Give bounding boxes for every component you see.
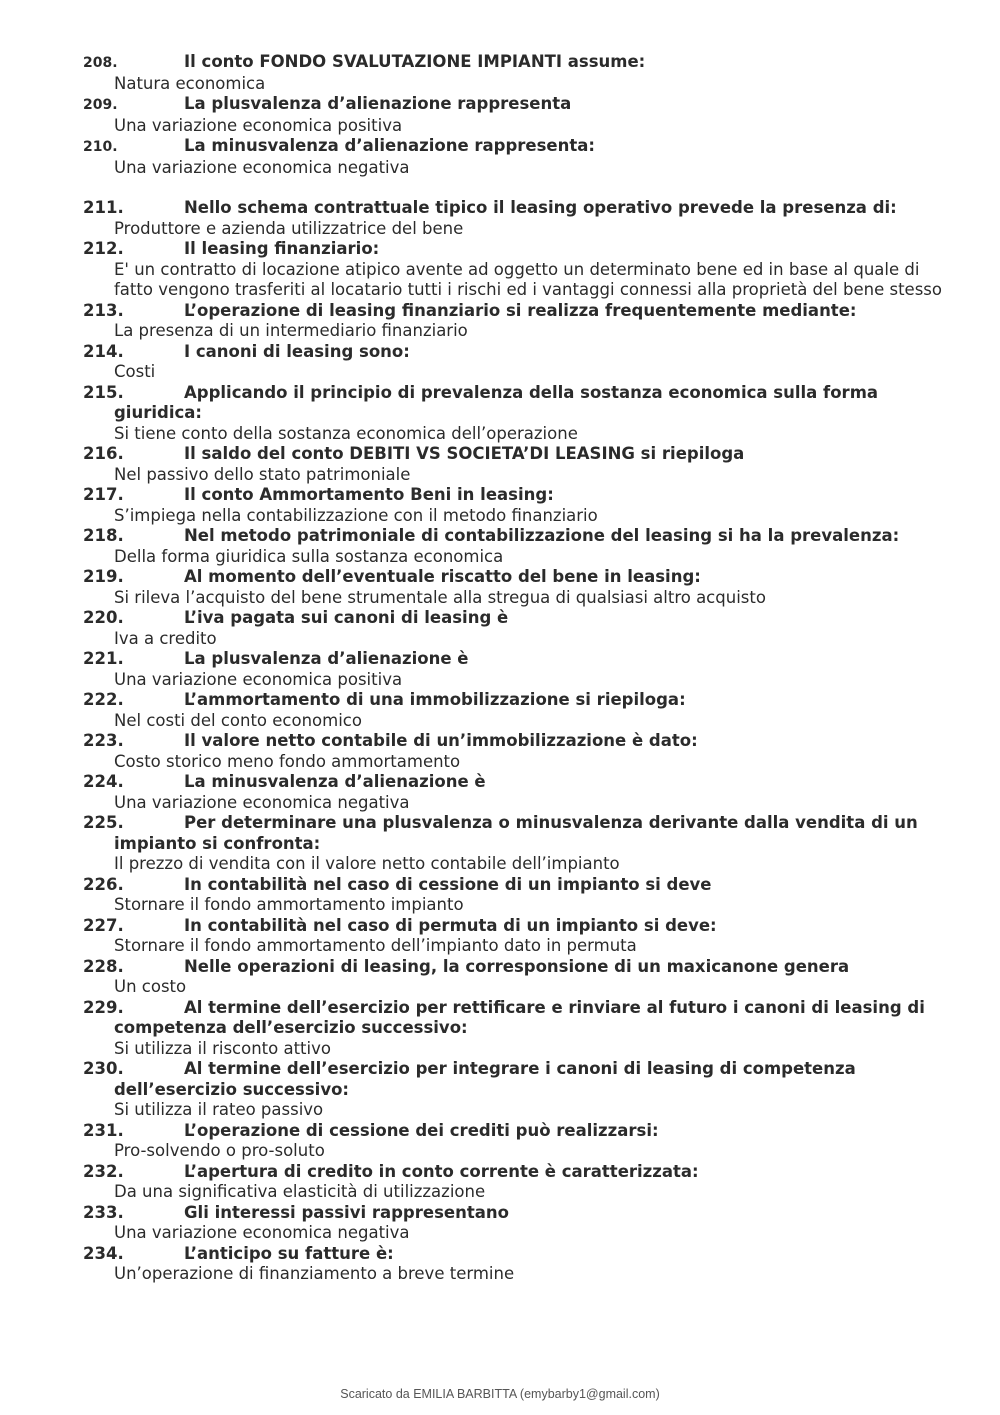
question-item (83, 94, 943, 136)
question-item (83, 1244, 943, 1285)
question-number: 229. (83, 997, 124, 1017)
question-text: Per determinare una plusvalenza o minusvalenza derivante dalla vendita di un impianto si confronta: (114, 813, 918, 853)
question-text: L’apertura di credito in conto corrente è caratterizzata: (184, 1161, 699, 1181)
question-row (83, 444, 943, 465)
question-row (83, 649, 943, 670)
question-number: 217. (83, 485, 124, 504)
answer-text: Stornare il fondo ammortamento dell’impianto dato in permuta (114, 936, 637, 955)
question-text: L’iva pagata sui canoni di leasing è (184, 608, 509, 627)
answer-text: Si tiene conto della sostanza economica dell’operazione (114, 423, 578, 443)
answer-text: Una variazione economica negativa (114, 1223, 410, 1242)
answer-text: Costo storico meno fondo ammortamento (114, 751, 461, 771)
question-item (83, 1059, 943, 1121)
download-footer: Scaricato da EMILIA BARBITTA (emybarby1@gmail.com) (340, 1387, 660, 1401)
question-item (83, 731, 943, 772)
question-text: La minusvalenza d’alienazione è (184, 772, 486, 791)
answer-text: Nel costi del conto economico (114, 710, 362, 730)
answer-text: Produttore e azienda utilizzatrice del bene (114, 218, 464, 238)
question-text: Gli interessi passivi rappresentano (184, 1202, 509, 1222)
question-list (83, 52, 943, 1285)
question-row (83, 772, 943, 793)
answer-text: Da una significativa elasticità di utilizzazione (114, 1182, 486, 1201)
question-number: 214. (83, 341, 124, 361)
question-row (83, 198, 943, 219)
question-item (83, 875, 943, 916)
question-item (83, 239, 943, 301)
answer-text: Una variazione economica positiva (114, 669, 403, 689)
question-item (83, 957, 943, 998)
question-text: Il conto FONDO SVALUTAZIONE IMPIANTI assume: (184, 52, 646, 71)
question-text: L’ammortamento di una immobilizzazione si riepiloga: (184, 690, 686, 709)
question-number: 215. (83, 382, 124, 402)
question-number: 219. (83, 567, 124, 586)
question-row (83, 690, 943, 711)
question-item (83, 649, 943, 690)
question-row (83, 383, 943, 424)
question-row (83, 731, 943, 752)
question-number: 224. (83, 772, 124, 791)
question-text: La plusvalenza d’alienazione rappresenta (184, 94, 572, 113)
question-row (83, 136, 943, 158)
answer-text: Stornare il fondo ammortamento impianto (114, 895, 464, 914)
question-item (83, 342, 943, 383)
question-item (83, 772, 943, 813)
question-row (83, 52, 943, 74)
answer-text: E' un contratto di locazione atipico avente ad oggetto un determinato bene ed in base al quale di fatto vengono trasferiti al locatario tutti i rischi ed i vantaggi connessi alla proprietà del bene stesso (114, 259, 942, 299)
question-item (83, 1162, 943, 1203)
question-number: 223. (83, 731, 124, 750)
question-item (83, 136, 943, 178)
question-row (83, 1121, 943, 1142)
question-row (83, 957, 943, 978)
question-row (83, 239, 943, 260)
question-row (83, 1059, 943, 1100)
answer-text: Si rileva l’acquisto del bene strumentale alla stregua di qualsiasi altro acquisto (114, 587, 766, 607)
question-text: L’operazione di cessione dei crediti può realizzarsi: (184, 1120, 659, 1140)
question-item (83, 526, 943, 567)
question-item (83, 198, 943, 239)
question-number: 225. (83, 813, 124, 832)
question-text: Nel metodo patrimoniale di contabilizzazione del leasing si ha la prevalenza: (184, 526, 900, 545)
answer-text: Il prezzo di vendita con il valore netto contabile dell’impianto (114, 854, 620, 873)
question-item (83, 916, 943, 957)
question-row (83, 301, 943, 322)
question-text: I canoni di leasing sono: (184, 341, 410, 361)
question-number: 227. (83, 915, 124, 935)
question-number: 231. (83, 1120, 124, 1140)
question-row (83, 813, 943, 854)
answer-text: Costi (114, 362, 156, 381)
question-text: Il conto Ammortamento Beni in leasing: (184, 485, 554, 504)
question-text: Nelle operazioni di leasing, la corresponsione di un maxicanone genera (184, 956, 850, 976)
question-number: 220. (83, 608, 124, 627)
question-text: Il saldo del conto DEBITI VS SOCIETA’DI LEASING si riepiloga (184, 444, 745, 463)
answer-text: Una variazione economica negativa (114, 792, 410, 812)
question-row (83, 998, 943, 1039)
question-number: 232. (83, 1161, 124, 1181)
answer-text: Una variazione economica positiva (114, 115, 403, 135)
question-row (83, 916, 943, 937)
question-text: Applicando il principio di prevalenza della sostanza economica sulla forma giuridica: (114, 382, 879, 422)
question-item (83, 383, 943, 445)
question-text: Il leasing finanziario: (184, 239, 380, 258)
question-row (83, 1162, 943, 1183)
question-text: La plusvalenza d’alienazione è (184, 649, 469, 668)
question-text: Al termine dell’esercizio per rettificare e rinviare al futuro i canoni di leasing di competenza dell’esercizio successivo: (114, 997, 925, 1037)
answer-text: Natura economica (114, 73, 266, 93)
question-number: 228. (83, 956, 124, 976)
question-row (83, 875, 943, 896)
question-number: 209. (83, 97, 118, 113)
question-number: 212. (83, 239, 124, 258)
answer-text: Si utilizza il risconto attivo (114, 1038, 331, 1058)
question-item (83, 690, 943, 731)
question-text: Nello schema contrattuale tipico il leasing operativo prevede la presenza di: (184, 198, 897, 217)
question-number: 208. (83, 55, 118, 71)
question-item (83, 52, 943, 94)
question-number: 218. (83, 526, 124, 545)
question-text: La minusvalenza d’alienazione rappresenta: (184, 136, 595, 155)
answer-text: S’impiega nella contabilizzazione con il metodo finanziario (114, 505, 598, 525)
question-item (83, 485, 943, 526)
question-text: L’anticipo su fatture è: (184, 1243, 394, 1263)
answer-text: Pro-solvendo o pro-soluto (114, 1141, 325, 1160)
question-number: 213. (83, 300, 124, 320)
question-item (83, 813, 943, 875)
question-number: 233. (83, 1202, 124, 1222)
question-number: 210. (83, 139, 118, 155)
question-text: In contabilità nel caso di cessione di un impianto si deve (184, 874, 712, 894)
question-item (83, 1203, 943, 1244)
question-item (83, 998, 943, 1060)
question-item (83, 301, 943, 342)
question-number: 211. (83, 198, 124, 217)
question-text: Il valore netto contabile di un’immobilizzazione è dato: (184, 731, 698, 750)
question-number: 222. (83, 690, 124, 709)
answer-text: Iva a credito (114, 628, 217, 648)
question-number: 234. (83, 1243, 124, 1263)
answer-text: Nel passivo dello stato patrimoniale (114, 464, 411, 484)
answer-text: Un’operazione di finanziamento a breve termine (114, 1264, 515, 1283)
question-row (83, 1203, 943, 1224)
question-row (83, 1244, 943, 1265)
question-number: 230. (83, 1059, 124, 1078)
answer-text: Una variazione economica negativa (114, 157, 410, 177)
question-row (83, 526, 943, 547)
answer-text: Della forma giuridica sulla sostanza economica (114, 546, 504, 566)
question-item (83, 1121, 943, 1162)
question-number: 226. (83, 874, 124, 894)
question-item (83, 608, 943, 649)
question-text: In contabilità nel caso di permuta di un impianto si deve: (184, 915, 717, 935)
answer-text: Si utilizza il rateo passivo (114, 1100, 324, 1119)
question-text: Al momento dell’eventuale riscatto del bene in leasing: (184, 567, 701, 586)
question-number: 216. (83, 444, 124, 463)
question-row (83, 567, 943, 588)
question-row (83, 94, 943, 116)
question-item (83, 567, 943, 608)
answer-text: Un costo (114, 977, 187, 996)
question-row (83, 608, 943, 629)
answer-text: La presenza di un intermediario finanziario (114, 321, 468, 340)
question-text: L’operazione di leasing finanziario si realizza frequentemente mediante: (184, 300, 857, 320)
question-number: 221. (83, 649, 124, 668)
question-item (83, 444, 943, 485)
question-row (83, 342, 943, 363)
question-text: Al termine dell’esercizio per integrare i canoni di leasing di competenza dell’esercizio successivo: (114, 1059, 856, 1099)
question-row (83, 485, 943, 506)
